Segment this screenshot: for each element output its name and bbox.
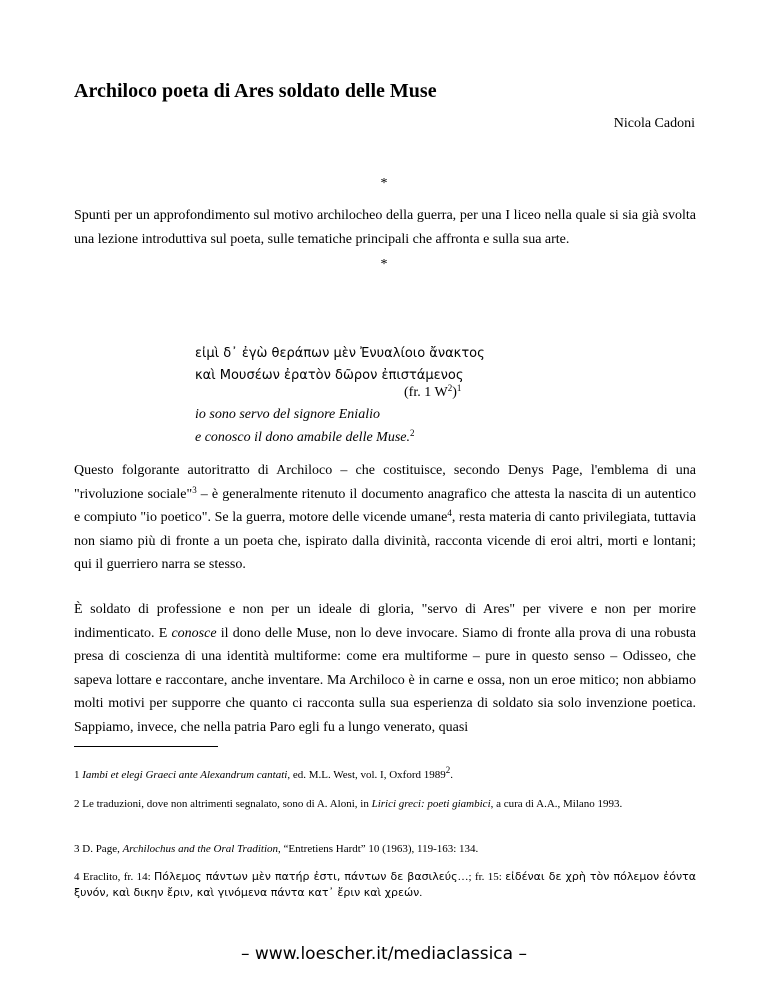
author-name: Nicola Cadoni xyxy=(613,116,695,131)
emphasis-conosce: conosce xyxy=(171,625,217,641)
footnote-3: 3 D. Page, Archilochus and the Oral Tradition, “Entretiens Hardt” 10 (1963), 119-163: 134. xyxy=(74,843,479,855)
translation-line-2: e conosco il dono amabile delle Muse.$^2$ xyxy=(195,428,415,445)
footnote-4: 4 Eraclito, fr. 14: Πόλεμος πάντων μὲν πατήρ ἐστι, πάντων δε βασιλεύς…; fr. 15: εἰδέναι δε χρὴ τὸν πόλεμον ἐόντα ξυνόν, καὶ δικην ἔριν, καὶ γινόμενα πάντα κατ᾽ ἔριν καὶ χρεών. xyxy=(74,870,696,899)
fragment-reference: (fr. 1 $W^2)^1$ xyxy=(404,383,462,400)
footnote-ref-2: 2 xyxy=(410,428,415,438)
footnote-ref-4: 4 xyxy=(447,508,452,518)
paragraph-2: È soldato di professione e non per un ideale di gloria, "servo di Ares" per vivere e non per morire indimenticato. E conosce il dono delle Muse, non lo deve invocare. Siamo di fronte alla prova di una robusta presa di coscienza di una identità multiforme: come era multiforme – pure in questo senso – Odisseo, che sapeva lottare e raccontare, anche inventare. Ma Archiloco è in carne e ossa, non un eroe mitico; non abbiamo molti motivi per supporre che quanto ci racconta sulla sua esperienza di soldato sia solo invenzione poetica. Sappiamo, invece, che nella patria Paro egli fu a lungo venerato, quasi xyxy=(74,602,696,735)
greek-verse-line-1: εἰμὶ δ᾽ ἐγὼ θεράπων μὲν Ἐνυαλίοιο ἄνακτος xyxy=(195,346,485,361)
footnote-1: 1 Iambi et elegi Graeci ante Alexandrum cantati, ed. M.L. West, vol. I, Oxford 1989$^2$. xyxy=(74,765,453,781)
translation-line-1: io sono servo del signore Enialio xyxy=(195,407,380,422)
footnote-2: 2 Le traduzioni, dove non altrimenti segnalato, sono di A. Aloni, in Lirici greci: poeti giambici, a cura di A.A., Milano 1993. xyxy=(74,798,623,810)
footnote-ref-1: 1 xyxy=(456,383,462,393)
intro-paragraph: Spunti per un approfondimento sul motivo archilocheo della guerra, per una I liceo nella quale si sia già svolta una lezione introduttiva sul poeta, sulle tematiche principali che affronta e sulla sua arte. xyxy=(74,208,696,247)
footer-url: – www.loescher.it/mediaclassica – xyxy=(241,944,527,964)
separator-bottom: * xyxy=(380,257,388,272)
paragraph-1: Questo folgorante autoritratto di Archiloco – che costituisce, secondo Denys Page, l'emblema di una "rivoluzione sociale"$^3$ – è generalmente ritenuto il documento anagrafico che attesta la nascita di un autentico e compiuto "io poetico". Se la guerra, motore delle vicende umane$^4$, resta materia di canto privilegiata, tuttavia non siamo più di fronte a un poeta che, ispirato dalla divinità, racconta vicende di eroi altri, morti e lontani; qui il guerriero narra se stesso. xyxy=(74,463,696,572)
footnote-rule xyxy=(74,746,218,747)
footnote-ref-3: 3 xyxy=(192,484,197,495)
separator-top: * xyxy=(380,176,388,191)
page-title: Archiloco poeta di Ares soldato delle Muse xyxy=(74,80,437,102)
greek-verse-line-2: καὶ Μουσέων ἐρατὸν δῶρον ἐπιστάμενος xyxy=(195,368,464,383)
